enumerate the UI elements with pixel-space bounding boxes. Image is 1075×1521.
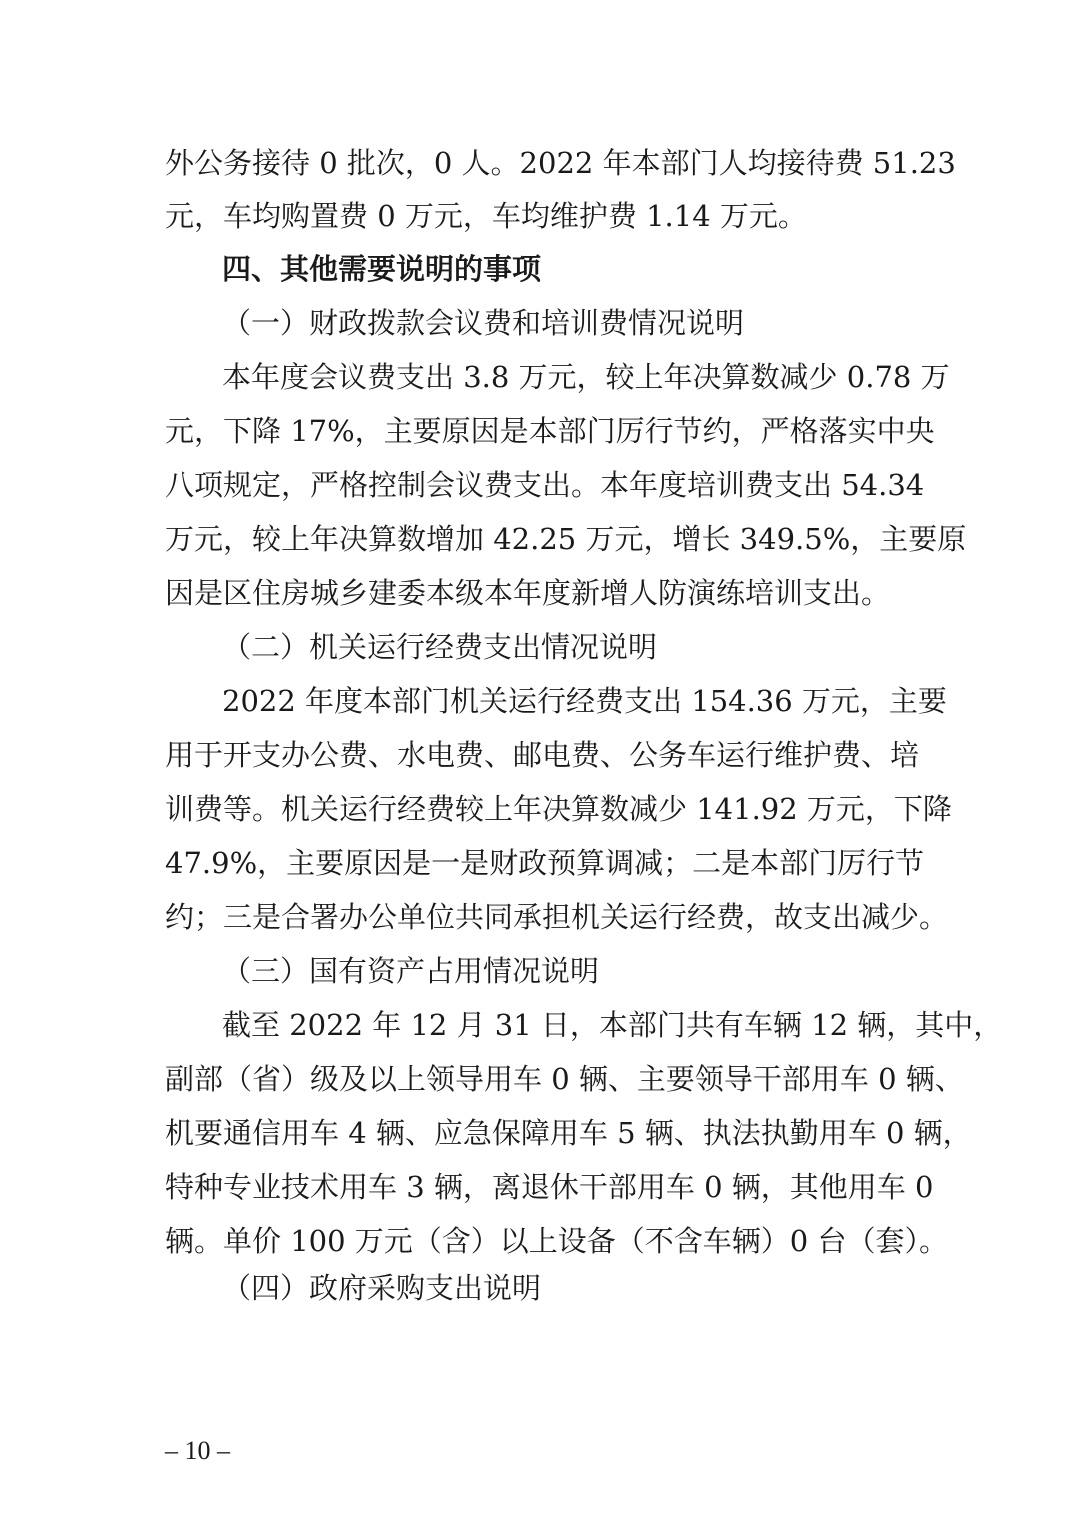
- paragraph-line: 2022 年度本部门机关运行经费支出 154.36 万元，主要: [222, 684, 947, 718]
- paragraph-line: 万元，较上年决算数增加 42.25 万元，增长 349.5%，主要原: [165, 522, 967, 556]
- paragraph-line: 用于开支办公费、水电费、邮电费、公务车运行维护费、培: [165, 738, 920, 772]
- paragraph-line: 副部（省）级及以上领导用车 0 辆、主要领导干部用车 0 辆、: [165, 1062, 964, 1096]
- paragraph-line: 截至 2022 年 12 月 31 日，本部门共有车辆 12 辆，其中，: [222, 1008, 1003, 1042]
- page-number: – 10 –: [165, 1436, 230, 1465]
- paragraph-line: 本年度会议费支出 3.8 万元，较上年决算数减少 0.78 万: [222, 360, 950, 394]
- subsection-heading: （二）机关运行经费支出情况说明: [222, 630, 658, 664]
- subsection-heading: （三）国有资产占用情况说明: [222, 954, 600, 988]
- paragraph-line: 机要通信用车 4 辆、应急保障用车 5 辆、执法执勤用车 0 辆，: [165, 1116, 972, 1150]
- paragraph-line: 元，下降 17%，主要原因是本部门厉行节约，严格落实中央: [165, 414, 935, 448]
- section-heading: 四、其他需要说明的事项: [222, 252, 542, 286]
- paragraph-line: 训费等。机关运行经费较上年决算数减少 141.92 万元，下降: [165, 792, 952, 826]
- subsection-heading: （四）政府采购支出说明: [222, 1271, 542, 1305]
- paragraph-line: 约；三是合署办公单位共同承担机关运行经费，故支出减少。: [165, 900, 949, 934]
- paragraph-line: 元，车均购置费 0 万元，车均维护费 1.14 万元。: [165, 199, 807, 233]
- paragraph-line: 辆。单价 100 万元（含）以上设备（不含车辆）0 台（套）。: [165, 1224, 948, 1258]
- paragraph-line: 外公务接待 0 批次，0 人。2022 年本部门人均接待费 51.23: [165, 146, 956, 180]
- paragraph-line: 因是区住房城乡建委本级本年度新增人防演练培训支出。: [165, 576, 891, 610]
- paragraph-line: 特种专业技术用车 3 辆，离退休干部用车 0 辆，其他用车 0: [165, 1170, 934, 1204]
- paragraph-line: 八项规定，严格控制会议费支出。本年度培训费支出 54.34: [165, 468, 925, 502]
- paragraph-line: 47.9%，主要原因是一是财政预算调减；二是本部门厉行节: [165, 846, 925, 880]
- subsection-heading: （一）财政拨款会议费和培训费情况说明: [222, 306, 745, 340]
